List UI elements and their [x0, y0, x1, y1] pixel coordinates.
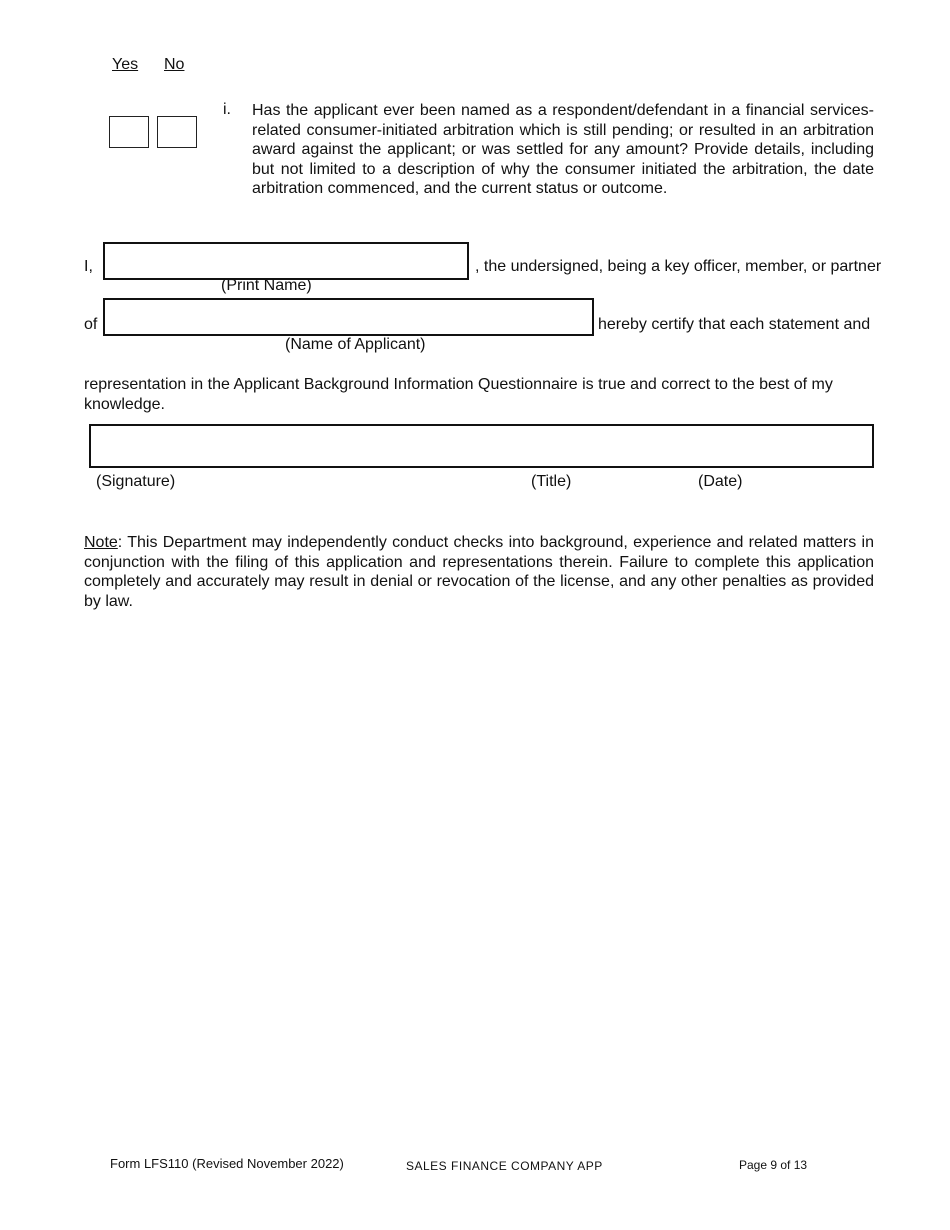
- question-number: i.: [223, 101, 231, 118]
- applicant-name-field[interactable]: [103, 298, 594, 336]
- signature-title-date-field[interactable]: [89, 424, 874, 468]
- no-column-header: No: [164, 56, 185, 73]
- no-checkbox[interactable]: [157, 116, 197, 148]
- print-name-caption: (Print Name): [221, 277, 312, 294]
- title-caption: (Title): [531, 473, 572, 490]
- footer-form-id: Form LFS110 (Revised November 2022): [110, 1156, 344, 1171]
- note-label: Note: [84, 534, 118, 551]
- note-text: : This Department may independently conduct checks into background, experience and related matters in conjunction with the filing of this application and representations therein. Failure to complete this application completely and accurately may result in denial or revocation of the license, and any other penalties as provided by law.: [84, 534, 874, 610]
- note-paragraph: [84, 533, 874, 611]
- cert-officer-text: , the undersigned, being a key officer, member, or partner: [475, 258, 882, 275]
- cert-continuation-text: representation in the Applicant Background Information Questionnaire is true and correct to the best of my knowledge.: [84, 376, 833, 413]
- question-text: Has the applicant ever been named as a respondent/defendant in a financial services-related consumer-initiated arbitration which is still pending; or resulted in an arbitration award against the applicant; or was settled for any amount? Provide details, including but not limited to a description of why the consumer initiated the arbitration, the date arbitration commenced, and the current status or outcome.: [252, 102, 874, 197]
- cert-prefix-of: of: [84, 316, 98, 333]
- cert-certify-text: hereby certify that each statement and: [598, 316, 871, 333]
- date-caption: (Date): [698, 473, 743, 490]
- footer-app-name: SALES FINANCE COMPANY APP: [406, 1159, 603, 1173]
- signature-caption: (Signature): [96, 473, 176, 490]
- footer-page-number: Page 9 of 13: [739, 1158, 808, 1172]
- print-name-field[interactable]: [103, 242, 469, 280]
- applicant-name-caption: (Name of Applicant): [285, 336, 426, 353]
- yes-column-header: Yes: [112, 56, 139, 73]
- yes-checkbox[interactable]: [109, 116, 149, 148]
- cert-prefix-i: I,: [84, 258, 93, 275]
